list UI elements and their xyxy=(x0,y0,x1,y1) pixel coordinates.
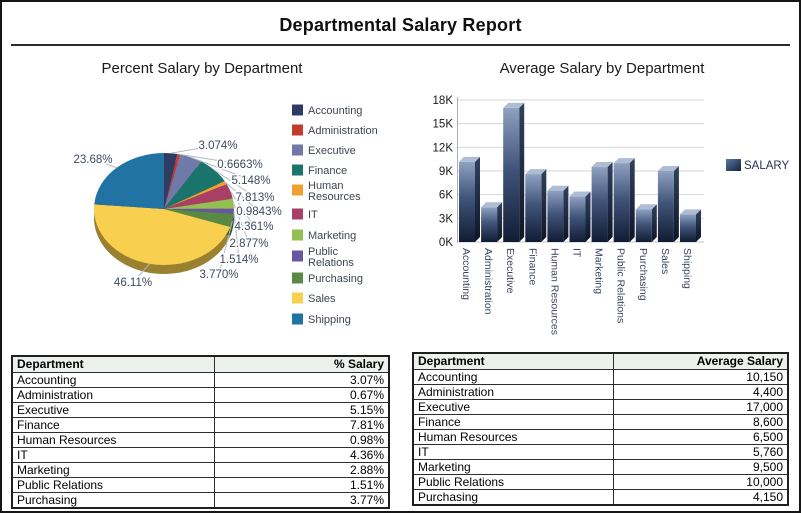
legend-label: Human xyxy=(308,180,344,192)
department-cell: Accounting xyxy=(12,373,214,388)
pie-label-line xyxy=(234,211,239,259)
pie-percent-label: 0.6663% xyxy=(217,159,263,171)
pie-percent-label: 7.813% xyxy=(235,192,275,204)
bar xyxy=(636,209,652,242)
y-axis-tick-label: 0K xyxy=(438,237,453,249)
value-cell: 3.07% xyxy=(214,373,389,388)
x-axis-category-label: Shipping xyxy=(681,248,693,289)
bar xyxy=(658,171,674,242)
legend-label: Marketing xyxy=(308,230,357,242)
column-header: Department xyxy=(12,356,214,373)
table-row xyxy=(12,448,389,463)
table-row xyxy=(413,415,788,430)
table-row xyxy=(12,493,389,509)
x-axis-category-label: Administration xyxy=(482,248,495,315)
department-cell: Purchasing xyxy=(12,493,214,509)
table-row xyxy=(12,463,389,478)
value-cell: 4.36% xyxy=(214,448,389,463)
value-cell: 4,150 xyxy=(614,490,788,506)
table-row xyxy=(413,490,788,506)
bar-chart-title: Average Salary by Department xyxy=(499,60,705,77)
bar xyxy=(525,174,541,242)
department-cell: Administration xyxy=(12,388,214,403)
department-cell: Human Resources xyxy=(12,433,214,448)
pie-percent-label: 2.877% xyxy=(229,238,269,250)
pie-percent-label: 3.074% xyxy=(198,140,238,152)
table-row xyxy=(12,373,389,388)
percent-salary-table xyxy=(11,355,390,509)
legend-swatch xyxy=(292,273,303,284)
title-divider xyxy=(11,44,790,46)
department-cell: Finance xyxy=(413,415,614,430)
value-cell: 1.51% xyxy=(214,478,389,493)
bar-side-face xyxy=(475,157,480,242)
legend-swatch xyxy=(292,185,303,196)
column-header: % Salary xyxy=(214,356,389,373)
legend-label: Relations xyxy=(308,257,354,269)
table-row xyxy=(413,475,788,490)
bar-side-face xyxy=(541,169,546,242)
table-row xyxy=(413,400,788,415)
table-row xyxy=(413,370,788,385)
department-cell: Executive xyxy=(413,400,614,415)
legend-swatch xyxy=(292,165,303,176)
value-cell: 8,600 xyxy=(614,415,788,430)
bar xyxy=(614,163,630,242)
pie-percent-label: 46.11% xyxy=(113,277,153,289)
x-axis-category-label: Sales xyxy=(658,248,671,275)
table-row xyxy=(413,445,788,460)
department-cell: Public Relations xyxy=(413,475,614,490)
legend-label: Resources xyxy=(308,191,361,203)
legend-label: Public xyxy=(308,246,338,258)
legend-swatch xyxy=(726,159,741,171)
x-axis-category-label: Executive xyxy=(504,248,517,294)
value-cell: 6,500 xyxy=(614,430,788,445)
y-axis-tick-label: 12K xyxy=(432,142,453,155)
legend-swatch xyxy=(292,105,303,116)
legend-label: SALARY xyxy=(744,160,790,172)
legend-swatch xyxy=(292,230,303,241)
page-title: Departmental Salary Report xyxy=(279,15,522,35)
legend-label: Sales xyxy=(308,293,336,305)
value-cell: 5,760 xyxy=(614,445,788,460)
x-axis-category-label: Finance xyxy=(526,248,539,286)
bar-side-face xyxy=(519,103,524,242)
pie-percent-label: 4.361% xyxy=(234,221,274,233)
y-axis-tick-label: 3K xyxy=(438,213,453,226)
department-cell: Purchasing xyxy=(413,490,614,506)
legend-swatch xyxy=(292,251,303,262)
y-axis-tick-label: 18K xyxy=(432,95,453,107)
bar-side-face xyxy=(563,186,568,242)
legend-swatch xyxy=(292,209,303,220)
pie-chart-title: Percent Salary by Department xyxy=(101,60,303,77)
bar-chart xyxy=(402,87,801,352)
table-row xyxy=(12,403,389,418)
x-axis-category-label: Purchasing xyxy=(636,248,649,301)
value-cell: 3.77% xyxy=(214,493,389,509)
table-header-row xyxy=(413,353,788,370)
value-cell: 0.67% xyxy=(214,388,389,403)
x-axis-category-label: Public Relations xyxy=(614,248,627,324)
table-row xyxy=(413,460,788,475)
pie-percent-label: 1.514% xyxy=(219,254,259,266)
x-axis-category-label: Human Resources xyxy=(548,248,561,335)
department-cell: Administration xyxy=(413,385,614,400)
pie-percent-label: 23.68% xyxy=(73,154,113,166)
x-axis-category-label: Accounting xyxy=(460,248,472,300)
department-cell: Executive xyxy=(12,403,214,418)
column-header: Department xyxy=(413,353,614,370)
average-salary-table xyxy=(412,352,789,506)
bar xyxy=(592,167,608,242)
value-cell: 10,150 xyxy=(614,370,788,385)
bar-side-face xyxy=(652,204,657,242)
pie-percent-label: 3.770% xyxy=(199,269,239,281)
department-cell: Finance xyxy=(12,418,214,433)
bar-side-face xyxy=(674,166,679,242)
legend-label: Executive xyxy=(308,145,356,157)
legend-label: Purchasing xyxy=(308,273,364,285)
department-cell: Public Relations xyxy=(12,478,214,493)
value-cell: 0.98% xyxy=(214,433,389,448)
department-cell: Accounting xyxy=(413,370,614,385)
value-cell: 4,400 xyxy=(614,385,788,400)
legend-label: Accounting xyxy=(308,105,363,117)
bar xyxy=(680,214,696,242)
pie-chart xyxy=(2,92,402,352)
bar xyxy=(503,108,519,242)
x-axis-category-label: IT xyxy=(570,248,583,258)
x-axis-category-label: Marketing xyxy=(592,248,605,295)
value-cell: 10,000 xyxy=(614,475,788,490)
y-axis-tick-label: 15K xyxy=(432,118,453,131)
bar-side-face xyxy=(608,162,613,242)
department-cell: IT xyxy=(413,445,614,460)
legend-label: Administration xyxy=(308,125,378,137)
table-row xyxy=(12,478,389,493)
bar xyxy=(481,207,497,242)
y-axis-tick-label: 6K xyxy=(438,189,453,202)
column-header: Average Salary xyxy=(614,353,788,370)
bar-side-face xyxy=(497,202,502,242)
value-cell: 5.15% xyxy=(214,403,389,418)
table-row xyxy=(413,385,788,400)
bar-side-face xyxy=(586,192,591,242)
value-cell: 17,000 xyxy=(614,400,788,415)
pie-percent-label: 0.9843% xyxy=(236,206,282,218)
legend-swatch xyxy=(292,314,303,325)
pie-percent-label: 5.148% xyxy=(231,175,271,187)
legend-swatch xyxy=(292,145,303,156)
bar-side-face xyxy=(696,209,701,242)
value-cell: 2.88% xyxy=(214,463,389,478)
table-row xyxy=(12,418,389,433)
table-row xyxy=(12,433,389,448)
table-row xyxy=(413,430,788,445)
department-cell: Human Resources xyxy=(413,430,614,445)
value-cell: 7.81% xyxy=(214,418,389,433)
bar xyxy=(459,162,475,242)
y-axis-tick-label: 9K xyxy=(438,166,453,178)
department-cell: IT xyxy=(12,448,214,463)
table-header-row xyxy=(12,356,389,373)
bar-side-face xyxy=(630,158,635,242)
legend-swatch xyxy=(292,125,303,136)
legend-label: IT xyxy=(308,209,318,221)
department-cell: Marketing xyxy=(12,463,214,478)
bar xyxy=(547,191,563,242)
legend-label: Shipping xyxy=(308,314,351,326)
value-cell: 9,500 xyxy=(614,460,788,475)
department-cell: Marketing xyxy=(413,460,614,475)
legend-label: Finance xyxy=(308,165,348,177)
legend-swatch xyxy=(292,293,303,304)
table-row xyxy=(12,388,389,403)
bar xyxy=(570,197,586,242)
